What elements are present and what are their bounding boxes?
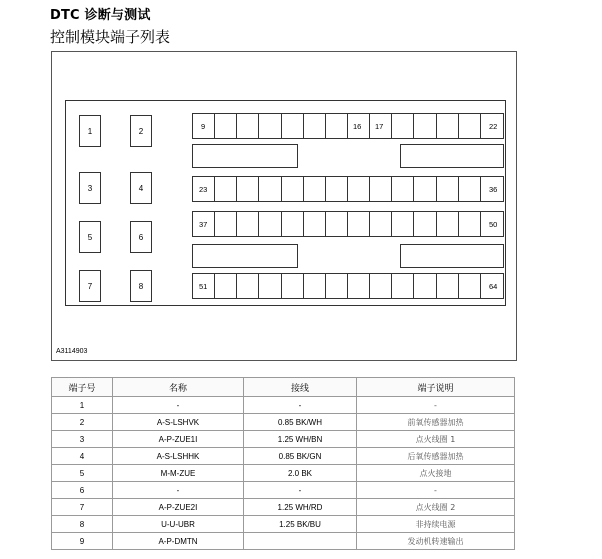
- pin-cell: [414, 177, 436, 201]
- connector-figure: [51, 51, 517, 361]
- table-header-row: [52, 378, 515, 397]
- pin-cell: [459, 212, 481, 236]
- table-row: [52, 431, 515, 448]
- pin-cell: [348, 177, 370, 201]
- pin-cell: [304, 212, 326, 236]
- pin-cell: [326, 212, 348, 236]
- pin-label-37: 37: [199, 220, 208, 229]
- cell-terminal: 4: [52, 448, 113, 465]
- pin-cell: [237, 274, 259, 298]
- cell-terminal: 7: [52, 499, 113, 516]
- pin-cell: [437, 212, 459, 236]
- cell-wiring: 0.85 BK/WH: [244, 414, 357, 431]
- pin-cell: [414, 114, 436, 138]
- pin-cell: [437, 114, 459, 138]
- pin-row-37-50: [192, 211, 504, 237]
- cell-description: 点火接地: [357, 465, 515, 482]
- pin-cell: [370, 212, 392, 236]
- pin-cell: [459, 177, 481, 201]
- cell-description: -: [357, 397, 515, 414]
- keying-slot: [400, 244, 504, 268]
- cell-terminal: 8: [52, 516, 113, 533]
- pin-cell: [237, 114, 259, 138]
- cell-terminal: 5: [52, 465, 113, 482]
- pin-cell: [304, 274, 326, 298]
- pin-5: 5: [79, 221, 101, 253]
- pin-cell: [437, 177, 459, 201]
- pin-cell: [259, 274, 281, 298]
- connector-outline: [65, 100, 506, 306]
- cell-wiring: -: [244, 482, 357, 499]
- cell-name: -: [113, 482, 244, 499]
- pin-label-17: 17: [375, 122, 384, 131]
- pin-cell: [370, 177, 392, 201]
- cell-name: A-S-LSHVK: [113, 414, 244, 431]
- pin-cell: [392, 212, 414, 236]
- cell-terminal: 9: [52, 533, 113, 550]
- pin-label-9: 9: [201, 122, 206, 131]
- pin-cell: [259, 114, 281, 138]
- cell-description: 发动机转速输出: [357, 533, 515, 550]
- pin-cell: [304, 177, 326, 201]
- cell-terminal: 1: [52, 397, 113, 414]
- pin-1: 1: [79, 115, 101, 147]
- cell-terminal: 3: [52, 431, 113, 448]
- col-header-description: 端子说明: [357, 378, 515, 397]
- pin-cell: [414, 274, 436, 298]
- pin-cell: [459, 274, 481, 298]
- pin-3: 3: [79, 172, 101, 204]
- cell-wiring: 1.25 WH/RD: [244, 499, 357, 516]
- pin-8: 8: [130, 270, 152, 302]
- pin-cell: [237, 212, 259, 236]
- pin-cell: [215, 274, 237, 298]
- terminal-table: [51, 377, 515, 550]
- pin-6: 6: [130, 221, 152, 253]
- table-row: [52, 533, 515, 550]
- cell-wiring: 1.25 WH/BN: [244, 431, 357, 448]
- pin-cell: [282, 274, 304, 298]
- pin-cell: [282, 177, 304, 201]
- table-row: [52, 397, 515, 414]
- pin-cell: [259, 212, 281, 236]
- table-row: [52, 414, 515, 431]
- cell-name: A-P-DMTN: [113, 533, 244, 550]
- pin-cell: [392, 177, 414, 201]
- cell-name: U-U-UBR: [113, 516, 244, 533]
- cell-terminal: 6: [52, 482, 113, 499]
- pin-cell: [326, 114, 348, 138]
- keying-slot: [192, 244, 298, 268]
- keying-slot: [400, 144, 504, 168]
- cell-name: A-P-ZUE2I: [113, 499, 244, 516]
- pin-cell: [459, 114, 481, 138]
- pin-cell: [237, 177, 259, 201]
- pin-4: 4: [130, 172, 152, 204]
- pin-cell: [304, 114, 326, 138]
- cell-name: A-S-LSHHK: [113, 448, 244, 465]
- table-row: [52, 516, 515, 533]
- table-row: [52, 448, 515, 465]
- pin-cell: [282, 212, 304, 236]
- pin-label-50: 50: [489, 220, 498, 229]
- pin-label-22: 22: [489, 122, 498, 131]
- figure-id: A3114903: [56, 348, 88, 355]
- pin-label-23: 23: [199, 185, 208, 194]
- cell-description: 非持续电源: [357, 516, 515, 533]
- cell-name: A-P-ZUE1I: [113, 431, 244, 448]
- col-header-wiring: 接线: [244, 378, 357, 397]
- pin-cell: [326, 274, 348, 298]
- cell-wiring: -: [244, 397, 357, 414]
- pin-cell: [215, 212, 237, 236]
- table-row: [52, 499, 515, 516]
- pin-2: 2: [130, 115, 152, 147]
- cell-description: 后氧传感器加热: [357, 448, 515, 465]
- table-row: [52, 482, 515, 499]
- pin-row-9-22: [192, 113, 504, 139]
- cell-description: 点火线圈 2: [357, 499, 515, 516]
- cell-wiring: 1.25 BK/BU: [244, 516, 357, 533]
- pin-cell: [326, 177, 348, 201]
- page-subtitle: 控制模块端子列表: [50, 28, 171, 46]
- cell-description: 前氧传感器加热: [357, 414, 515, 431]
- pin-row-23-36: [192, 176, 504, 202]
- pin-cell: [392, 114, 414, 138]
- cell-terminal: 2: [52, 414, 113, 431]
- pin-cell: [370, 274, 392, 298]
- pin-cell: [414, 212, 436, 236]
- cell-description: 点火线圈 1: [357, 431, 515, 448]
- pin-label-51: 51: [199, 282, 208, 291]
- cell-wiring: [244, 533, 357, 550]
- page-title: DTC 诊断与测试: [50, 8, 151, 23]
- pin-cell: [348, 274, 370, 298]
- pin-cell: [437, 274, 459, 298]
- pin-cell: [259, 177, 281, 201]
- col-header-name: 名称: [113, 378, 244, 397]
- pin-label-36: 36: [489, 185, 498, 194]
- pin-cell: [392, 274, 414, 298]
- cell-description: -: [357, 482, 515, 499]
- pin-cell: [215, 114, 237, 138]
- cell-wiring: 2.0 BK: [244, 465, 357, 482]
- table-row: [52, 465, 515, 482]
- cell-name: -: [113, 397, 244, 414]
- pin-cell: [215, 177, 237, 201]
- pin-cell: [282, 114, 304, 138]
- col-header-terminal: 端子号: [52, 378, 113, 397]
- pin-cell: [348, 212, 370, 236]
- cell-name: M-M-ZUE: [113, 465, 244, 482]
- pin-label-64: 64: [489, 282, 498, 291]
- pin-label-16: 16: [353, 122, 362, 131]
- keying-slot: [192, 144, 298, 168]
- pin-row-51-64: [192, 273, 504, 299]
- pin-7: 7: [79, 270, 101, 302]
- cell-wiring: 0.85 BK/GN: [244, 448, 357, 465]
